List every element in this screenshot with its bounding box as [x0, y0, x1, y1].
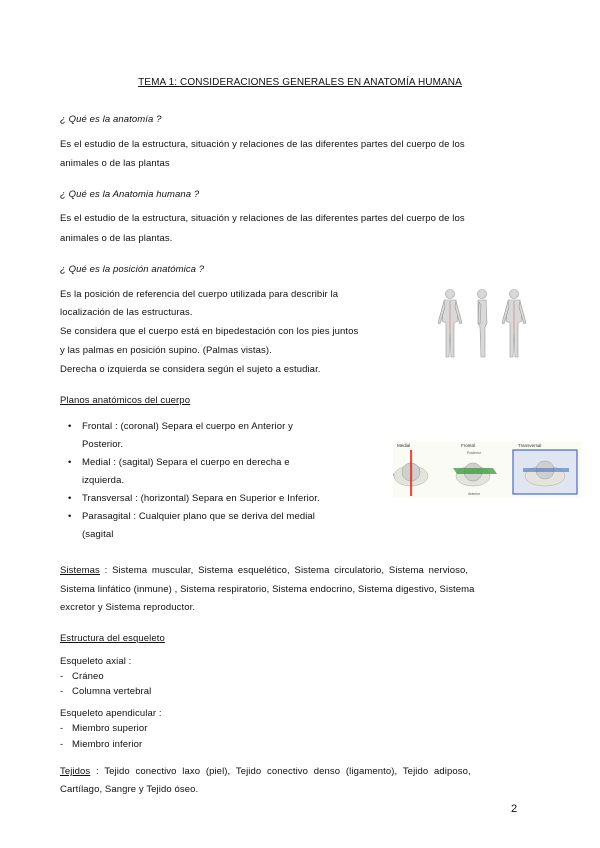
sistemas-label: Sistemas [60, 565, 100, 576]
bullet-dot: • [68, 421, 72, 432]
sistemas-line-3: excretor y Sistema reproductor. [60, 602, 196, 613]
plano-medial-line-2: izquierda. [82, 475, 125, 486]
plano-parasagital-line-2: (sagital [82, 529, 114, 540]
question-posicion-anatomica: ¿ Qué es la posición anatómica ? [60, 264, 205, 275]
answer-anatomia-line-2: animales o de las plantas [60, 158, 170, 169]
esqueleto-apendicular-item: Miembro inferior [72, 739, 143, 750]
sistemas-text-1: : Sistema muscular, Sistema esquelético, Sistema circulatorio, Sistema nervioso, [99, 565, 469, 576]
plane-label-frontal: Frontal [461, 443, 476, 448]
anatomical-position-figure [432, 287, 532, 362]
tejidos-text-1: : Tejido conectivo laxo (piel), Tejido conectivo denso (ligamento), Tejido adiposo, [90, 766, 471, 777]
esqueleto-axial-item: Cráneo [72, 671, 104, 682]
sistemas-line-2: Sistema linfático (inmune) , Sistema respiratorio, Sistema endocrino, Sistema digestivo, Sistema [60, 584, 475, 595]
page-number: 2 [511, 803, 518, 815]
bullet-dot: • [68, 493, 72, 504]
answer-anatomia-line-1: Es el estudio de la estructura, situación y relaciones de las diferentes partes del cuerpo de los [60, 139, 465, 150]
dash-marker: - [60, 723, 64, 734]
dash-marker: - [60, 739, 64, 750]
question-anatomia-humana: ¿ Qué es la Anatomia humana ? [60, 189, 200, 200]
answer-posicion-line-4: y las palmas en posición supino. (Palmas vistas). [60, 345, 272, 356]
plano-parasagital-line-1: Parasagital : Cualquier plano que se deriva del medial [82, 511, 316, 522]
esqueleto-heading: Estructura del esqueleto [60, 633, 165, 644]
question-anatomia: ¿ Qué es la anatomía ? [60, 114, 162, 125]
answer-anatomia-humana-line-1: Es el estudio de la estructura, situación y relaciones de las diferentes partes del cuerpo de los [60, 213, 465, 224]
esqueleto-axial-label: Esqueleto axial : [60, 656, 132, 667]
bullet-dot: • [68, 511, 72, 522]
plane-label-posterior: Posterior [467, 451, 482, 455]
plane-label-anterior: Anterior [468, 492, 481, 496]
body-side-figure [478, 290, 488, 358]
esqueleto-apendicular-label: Esqueleto apendicular : [60, 708, 162, 719]
plane-label-transversal: Transversal [518, 443, 542, 448]
answer-posicion-line-2: localización de las estructuras. [60, 307, 193, 318]
plane-label-medial: Medial [397, 443, 411, 448]
esqueleto-axial-item: Columna vertebral [72, 686, 152, 697]
tejidos-line-2: Cartílago, Sangre y Tejido óseo. [60, 784, 199, 795]
dash-marker: - [60, 686, 64, 697]
plano-medial-line-1: Medial : (sagital) Separa el cuerpo en derecha e [82, 457, 290, 468]
dash-marker: - [60, 671, 64, 682]
tejidos-label: Tejidos [60, 766, 91, 777]
answer-posicion-line-3: Se considera que el cuerpo está en bipedestación con los pies juntos [60, 326, 359, 337]
bullet-dot: • [68, 457, 72, 468]
esqueleto-apendicular-item: Miembro superior [72, 723, 148, 734]
answer-posicion-line-5: Derecha o izquierda se considera según el sujeto a estudiar. [60, 364, 321, 375]
plano-frontal-line-2: Posterior. [82, 439, 124, 450]
anatomical-planes-figure [393, 442, 581, 498]
answer-posicion-line-1: Es la posición de referencia del cuerpo utilizada para describir la [60, 289, 339, 300]
document-title: TEMA 1: CONSIDERACIONES GENERALES EN ANATOMÍA HUMANA [138, 77, 462, 88]
answer-anatomia-humana-line-2: animales o de las plantas. [60, 233, 173, 244]
tejidos-line-1 [60, 766, 471, 778]
planos-heading: Planos anatómicos del cuerpo [60, 395, 191, 406]
sistemas-line-1 [60, 565, 520, 577]
transversal-plane-illustration [513, 450, 577, 494]
plano-transversal-line-1: Transversal : (horizontal) Separa en Superior e Inferior. [82, 493, 320, 504]
plano-frontal-line-1: Frontal : (coronal) Separa el cuerpo en Anterior y [82, 421, 293, 432]
